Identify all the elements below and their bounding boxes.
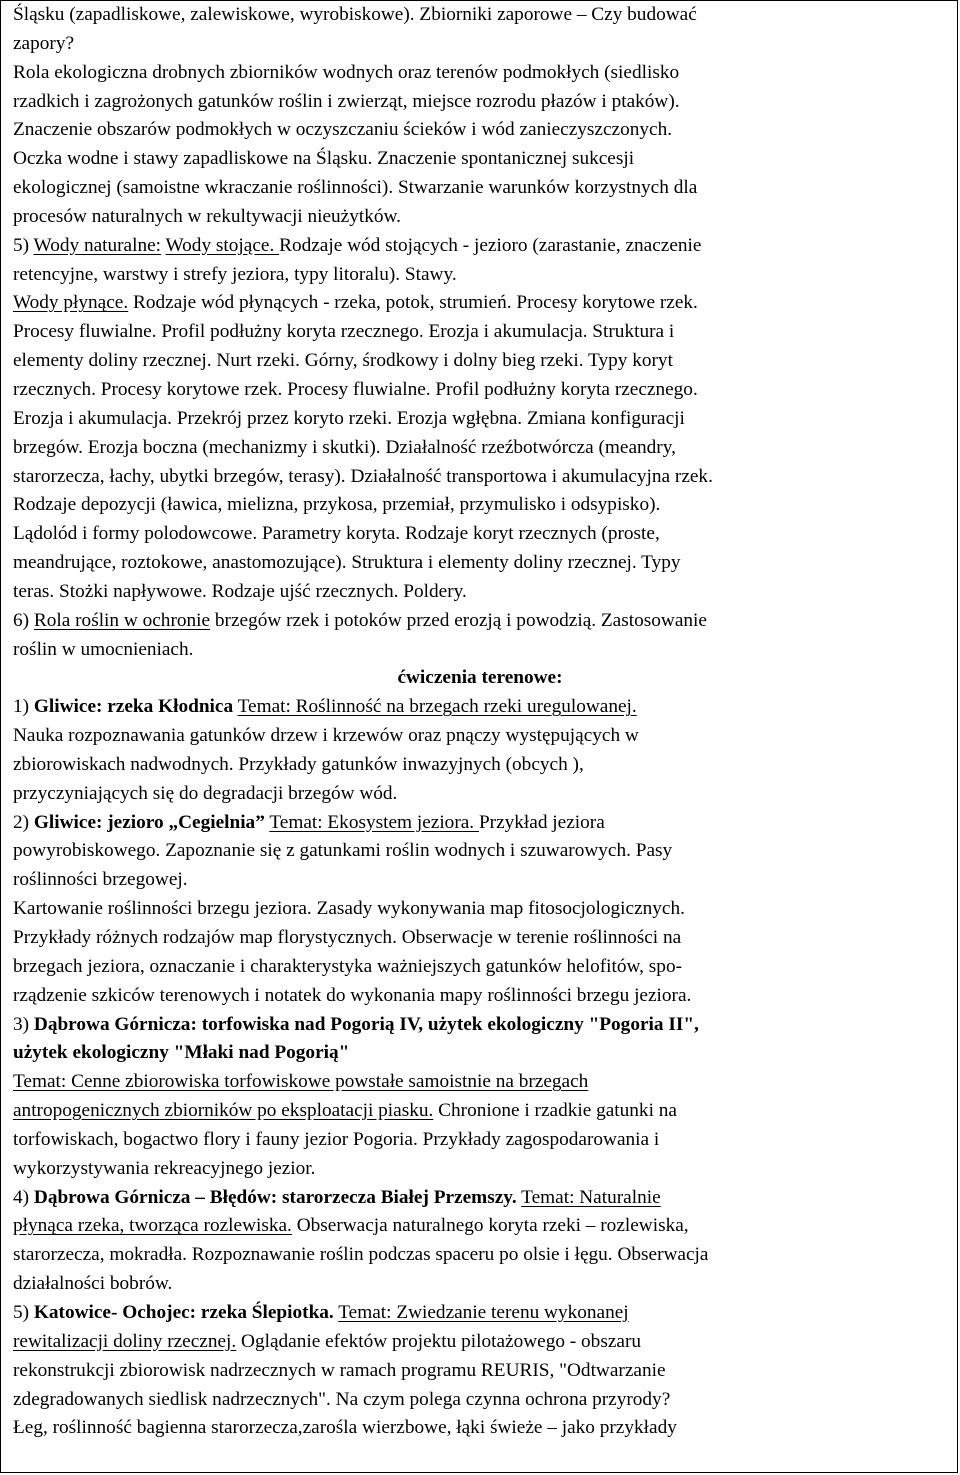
text-line bbox=[13, 722, 947, 751]
text-line bbox=[13, 203, 947, 232]
text-run: torfowiskach, bogactwo flory i fauny jezior Pogoria. Przykłady zagospodarowania i bbox=[13, 1128, 660, 1150]
text-run: 2) bbox=[13, 811, 34, 833]
text-run: rzadkich i zagrożonych gatunków roślin i zwierząt, miejsce rozrodu płazów i ptaków). bbox=[13, 90, 680, 112]
text-line bbox=[13, 59, 947, 88]
text-run: Kartowanie roślinności brzegu jeziora. Zasady wykonywania map fitosocjologicznych. bbox=[13, 898, 685, 920]
text-line bbox=[13, 376, 947, 405]
document-body bbox=[13, 1, 947, 1443]
text-line bbox=[13, 1097, 947, 1126]
text-line bbox=[13, 1386, 947, 1415]
text-run: Oczka wodne i stawy zapadliskowe na Śląsku. Znaczenie spontanicznej sukcesji bbox=[13, 148, 635, 170]
text-line bbox=[13, 1039, 947, 1068]
text-run: Lądolód i formy polodowcowe. Parametry koryta. Rodzaje koryt rzecznych (proste, bbox=[13, 523, 660, 545]
text-run: 1) bbox=[13, 696, 34, 718]
underlined-text: płynąca rzeka, tworząca rozlewiska. bbox=[13, 1215, 292, 1237]
text-run: zdegradowanych siedlisk nadrzecznych". Na czym polega czynna ochrona przyrody? bbox=[13, 1388, 671, 1410]
bold-text: ćwiczenia terenowe: bbox=[397, 667, 563, 689]
underlined-text: Temat: Naturalnie bbox=[521, 1186, 661, 1208]
text-run: rządzenie szkiców terenowych i notatek do wykonania mapy roślinności brzegu jeziora. bbox=[13, 984, 692, 1006]
text-line bbox=[13, 693, 947, 722]
text-line bbox=[13, 1357, 947, 1386]
text-run: meandrujące, roztokowe, anastomozujące). Struktura i elementy doliny rzecznej. Typy bbox=[13, 552, 681, 574]
text-run: starorzecza, łachy, ubytki brzegów, terasy). Działalność transportowa i akumulacyjna rzek. bbox=[13, 465, 713, 487]
bold-text: Dąbrowa Górnicza: torfowiska nad Pogorią IV, użytek ekologiczny "Pogoria II", bbox=[33, 1013, 699, 1035]
text-line bbox=[13, 1068, 947, 1097]
text-run: starorzecza, mokradła. Rozpoznawanie roślin podczas spaceru po olsie i łęgu. Obserwacja bbox=[13, 1244, 709, 1266]
text-line bbox=[13, 1, 947, 30]
text-run: Przykłady różnych rodzajów map florystycznych. Obserwacje w terenie roślinności na bbox=[13, 927, 682, 948]
text-run: brzegów. Erozja boczna (mechanizmy i skutki). Działalność rzeźbotwórcza (meandry, bbox=[13, 436, 676, 458]
text-line bbox=[13, 1241, 947, 1270]
underlined-text: Wody stojące. bbox=[165, 234, 280, 256]
text-run: Rodzaje wód płynących - rzeka, potok, strumień. Procesy korytowe rzek. bbox=[128, 292, 698, 314]
text-line bbox=[13, 607, 947, 636]
bold-text: Gliwice: jezioro „Cegielnia” bbox=[33, 811, 265, 833]
text-run: 4) bbox=[13, 1186, 34, 1208]
text-line bbox=[13, 261, 947, 290]
text-line bbox=[13, 1184, 947, 1213]
text-run: Przykład jeziora bbox=[478, 811, 605, 833]
text-run: Śląsku (zapadliskowe, zalewiskowe, wyrobiskowe). Zbiorniki zaporowe – Czy budować bbox=[13, 4, 697, 25]
text-line bbox=[13, 232, 947, 261]
text-run: przyczyniających się do degradacji brzegów wód. bbox=[13, 782, 398, 804]
text-line bbox=[13, 289, 947, 318]
text-run: ekologicznej (samoistne wkraczanie roślinności). Stwarzanie warunków korzystnych dla bbox=[13, 177, 698, 199]
text-run: Obserwacja naturalnego koryta rzeki – rozlewiska, bbox=[291, 1215, 689, 1237]
text-line bbox=[13, 1011, 947, 1040]
text-run: Erozja i akumulacja. Przekrój przez koryto rzeki. Erozja wgłębna. Zmiana konfiguracji bbox=[13, 407, 685, 429]
text-run: roślin w umocnieniach. bbox=[13, 638, 194, 660]
bold-text: Gliwice: rzeka Kłodnica bbox=[33, 696, 234, 718]
text-line bbox=[13, 837, 947, 866]
text-run: rzecznych. Procesy korytowe rzek. Procesy fluwialne. Profil podłużny koryta rzecznego. bbox=[13, 378, 698, 400]
text-line bbox=[13, 1270, 947, 1299]
text-line bbox=[13, 520, 947, 549]
text-run: 5) bbox=[13, 234, 34, 256]
text-run: Rodzaje depozycji (ławica, mielizna, przykosa, przemiał, przymulisko i odsypisko). bbox=[13, 494, 661, 516]
text-run: brzegach jeziora, oznaczanie i charakterystyka ważniejszych gatunków helofitów, spo- bbox=[13, 955, 683, 977]
text-line bbox=[13, 1414, 947, 1443]
text-line bbox=[13, 463, 947, 492]
underlined-text: Temat: Ekosystem jeziora. bbox=[269, 811, 479, 833]
underlined-text: Wody naturalne: bbox=[33, 234, 162, 256]
text-run: Znaczenie obszarów podmokłych w oczyszczaniu ścieków i wód zanieczyszczonych. bbox=[13, 119, 673, 141]
text-line bbox=[13, 30, 947, 59]
text-line bbox=[13, 145, 947, 174]
text-line bbox=[13, 578, 947, 607]
underlined-text: Temat: Zwiedzanie terenu wykonanej bbox=[338, 1301, 629, 1323]
underlined-text: Wody płynące. bbox=[13, 292, 129, 314]
text-run: Procesy fluwialne. Profil podłużny koryta rzecznego. Erozja i akumulacja. Struktura i bbox=[13, 321, 675, 343]
underlined-text: Temat: Cenne zbiorowiska torfowiskowe powstałe samoistnie na brzegach bbox=[13, 1071, 589, 1093]
text-line bbox=[13, 780, 947, 809]
text-run: elementy doliny rzecznej. Nurt rzeki. Górny, środkowy i dolny bieg rzeki. Typy koryt bbox=[13, 350, 673, 372]
bold-text: użytek ekologiczny "Młaki nad Pogorią" bbox=[13, 1042, 350, 1064]
text-line bbox=[13, 174, 947, 203]
text-run: retencyjne, warstwy i strefy jeziora, typy litoralu). Stawy. bbox=[13, 263, 457, 285]
text-line bbox=[13, 895, 947, 924]
text-run: zbiorowiskach nadwodnych. Przykłady gatunków inwazyjnych (obcych ), bbox=[13, 753, 584, 775]
text-run: 6) bbox=[13, 609, 34, 631]
text-run: zapory? bbox=[13, 32, 75, 54]
text-line bbox=[13, 318, 947, 347]
underlined-text: Temat: Roślinność na brzegach rzeki uregulowanej. bbox=[237, 696, 637, 718]
text-run: działalności bobrów. bbox=[13, 1273, 173, 1295]
text-run: teras. Stożki napływowe. Rodzaje ujść rzecznych. Poldery. bbox=[13, 580, 467, 602]
text-run: 5) bbox=[13, 1301, 34, 1323]
underlined-text: antropogenicznych zbiorników po eksploatacji piasku. bbox=[13, 1100, 434, 1122]
section-heading bbox=[13, 664, 947, 693]
text-run: rekonstrukcji zbiorowisk nadrzecznych w ramach programu REURIS, "Odtwarzanie bbox=[13, 1359, 666, 1381]
text-run: Rodzaje wód stojących - jezioro (zarastanie, znaczenie bbox=[279, 234, 702, 256]
text-run: Rola ekologiczna drobnych zbiorników wodnych oraz terenów podmokłych (siedlisko bbox=[13, 61, 680, 83]
text-line bbox=[13, 1126, 947, 1155]
text-run: wykorzystywania rekreacyjnego jezior. bbox=[13, 1157, 316, 1179]
text-line bbox=[13, 809, 947, 838]
text-run: brzegów rzek i potoków przed erozją i powodzią. Zastosowanie bbox=[210, 609, 707, 631]
text-line bbox=[13, 636, 947, 665]
text-line bbox=[13, 116, 947, 145]
text-line bbox=[13, 1328, 947, 1357]
text-run: roślinności brzegowej. bbox=[13, 869, 188, 891]
bold-text: Katowice- Ochojec: rzeka Ślepiotka. bbox=[33, 1301, 334, 1323]
text-run: powyrobiskowego. Zapoznanie się z gatunkami roślin wodnych i szuwarowych. Pasy bbox=[13, 840, 673, 862]
underlined-text: rewitalizacji doliny rzecznej. bbox=[13, 1330, 237, 1352]
text-line bbox=[13, 549, 947, 578]
text-line bbox=[13, 347, 947, 376]
text-line bbox=[13, 1299, 947, 1328]
text-line bbox=[13, 751, 947, 780]
text-line bbox=[13, 405, 947, 434]
text-run: Łeg, roślinność bagienna starorzecza,zarośla wierzbowe, łąki świeże – jako przykłady bbox=[13, 1417, 677, 1439]
text-run: Oglądanie efektów projektu pilotażowego - obszaru bbox=[236, 1330, 641, 1352]
text-line bbox=[13, 982, 947, 1011]
text-line bbox=[13, 953, 947, 982]
text-line bbox=[13, 1155, 947, 1184]
text-run: Chronione i rzadkie gatunki na bbox=[433, 1100, 677, 1122]
text-line bbox=[13, 88, 947, 117]
bold-text: Dąbrowa Górnicza – Błędów: starorzecza Białej Przemszy. bbox=[33, 1186, 517, 1208]
underlined-text: Rola roślin w ochronie bbox=[33, 609, 211, 631]
text-run: 3) bbox=[13, 1013, 34, 1035]
text-run: Nauka rozpoznawania gatunków drzew i krzewów oraz pnączy występujących w bbox=[13, 725, 639, 747]
text-line bbox=[13, 924, 947, 953]
text-line bbox=[13, 491, 947, 520]
text-line bbox=[13, 1212, 947, 1241]
text-line bbox=[13, 434, 947, 463]
text-run: procesów naturalnych w rekultywacji nieużytków. bbox=[13, 205, 401, 227]
text-line bbox=[13, 866, 947, 895]
